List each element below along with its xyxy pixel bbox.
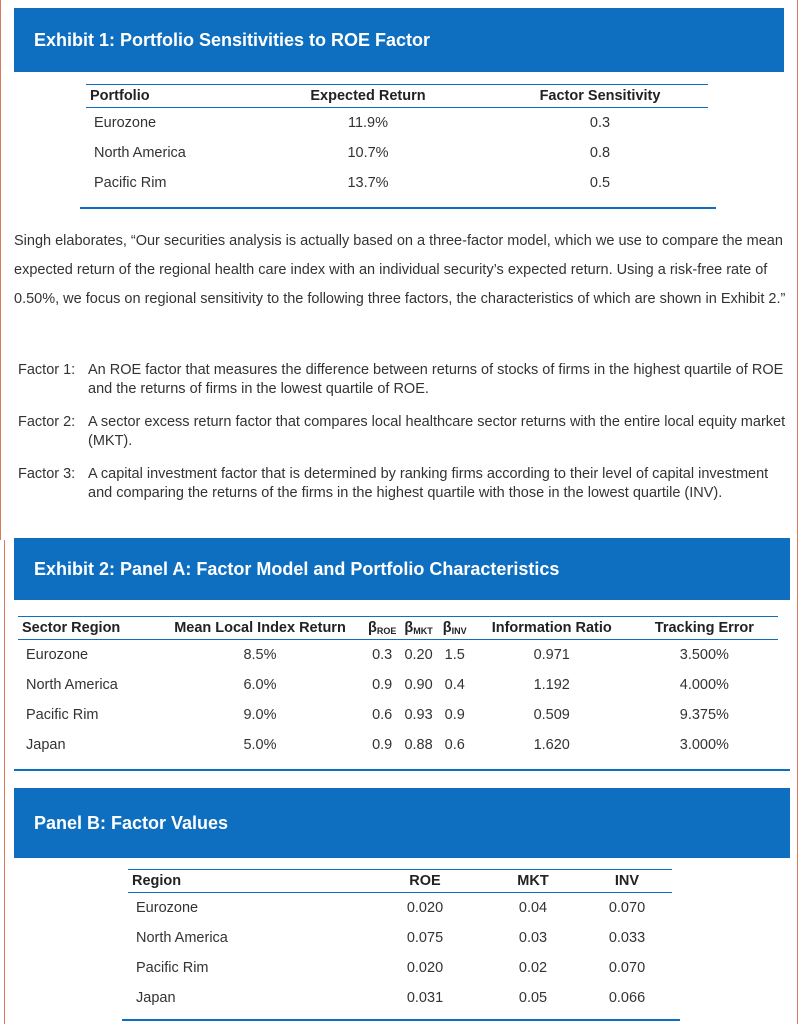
- table-cell: 0.070: [608, 960, 646, 976]
- exhibit2b-header: Region: [128, 870, 366, 893]
- factor-text: A capital investment factor that is determined by ranking firms according to their level of capital investment and comparing the returns of the firms in the highest quartile with those in the lowest quartile (INV).: [88, 466, 769, 501]
- table-cell: Japan: [136, 990, 176, 1006]
- table-cell: North America: [94, 145, 186, 161]
- table-cell: 0.05: [518, 990, 548, 1006]
- table-cell: Eurozone: [26, 647, 89, 663]
- table-cell: 3.000%: [679, 737, 729, 753]
- table-cell: Pacific Rim: [136, 960, 209, 976]
- table-row: [18, 730, 778, 760]
- table-row: [18, 670, 778, 700]
- table-cell: 0.5: [589, 175, 611, 191]
- table-cell: 0.020: [406, 960, 444, 976]
- body-paragraph: Singh elaborates, “Our securities analysis is actually based on a three-factor model, which we use to compare the mean expected return of the regional health care index with an individual security’s expected return. Using a risk-free rate of 0.50%, we focus on regional sensitivity to the following three factors, the characteristics of which are shown in Exhibit 2.”: [14, 233, 786, 307]
- table-cell: 0.02: [518, 960, 548, 976]
- table-cell: Pacific Rim: [94, 175, 167, 191]
- exhibit2b-header: MKT: [484, 870, 582, 893]
- table-cell: 10.7%: [347, 145, 389, 161]
- factor-3: [18, 465, 788, 503]
- exhibit2b-table: [128, 869, 672, 1013]
- table-cell: 0.88: [404, 737, 433, 753]
- table-cell: 0.4: [444, 677, 465, 693]
- table-cell: 5.0%: [243, 737, 277, 753]
- table-cell: 0.9: [372, 677, 393, 693]
- exhibit2a-header-beta-inv: $\beta_{INV}$: [437, 617, 473, 640]
- table-cell: Eurozone: [136, 900, 199, 916]
- table-cell: 0.3: [372, 647, 393, 663]
- table-cell: 0.509: [533, 707, 570, 723]
- table-cell: 0.93: [404, 707, 433, 723]
- table-cell: 3.500%: [679, 647, 729, 663]
- table-cell: 0.9: [372, 737, 393, 753]
- exhibit2a-header-te: Tracking Error: [631, 617, 778, 640]
- table-row: [18, 640, 778, 671]
- table-cell: 0.070: [608, 900, 646, 916]
- exhibit2a-header-ir: Information Ratio: [473, 617, 631, 640]
- table-cell: 0.6: [444, 737, 465, 753]
- table-row: [86, 108, 708, 139]
- table-row: [18, 700, 778, 730]
- table-cell: 0.3: [589, 115, 611, 131]
- table-row: [86, 168, 708, 198]
- exhibit2a-bottom-rule: [14, 769, 790, 771]
- table-cell: 0.066: [608, 990, 646, 1006]
- factor-label: Factor 1:: [18, 362, 76, 378]
- table-cell: 13.7%: [347, 175, 389, 191]
- table-cell: 0.033: [608, 930, 646, 946]
- table-cell: 9.375%: [679, 707, 729, 723]
- table-row: [128, 923, 672, 953]
- table-row: [128, 893, 672, 924]
- table-cell: 0.20: [404, 647, 433, 663]
- exhibit1-bottom-rule: [80, 207, 716, 209]
- table-cell: 1.5: [444, 647, 465, 663]
- factor-2: [18, 413, 788, 451]
- table-row: [128, 953, 672, 983]
- exhibit2a-title: Exhibit 2: Panel A: Factor Model and Portfolio Characteristics: [14, 538, 790, 600]
- table-cell: 0.6: [372, 707, 393, 723]
- exhibit2a-header-beta-roe: $\beta_{ROE}$: [364, 617, 400, 640]
- exhibit2a-header-mean: Mean Local Index Return: [156, 617, 364, 640]
- exhibit2b-header: ROE: [366, 870, 484, 893]
- factor-1: [18, 361, 788, 399]
- factor-text: An ROE factor that measures the difference between returns of stocks of firms in the highest quartile of ROE and the returns of firms in the lowest quartile of ROE.: [88, 362, 784, 397]
- table-cell: North America: [136, 930, 228, 946]
- table-cell: 0.020: [406, 900, 444, 916]
- table-cell: 9.0%: [243, 707, 277, 723]
- table-cell: Pacific Rim: [26, 707, 99, 723]
- table-cell: 0.971: [533, 647, 570, 663]
- exhibit2a-header-region: Sector Region: [18, 617, 156, 640]
- table-cell: 0.031: [406, 990, 444, 1006]
- exhibit1-table: [86, 84, 708, 198]
- table-cell: Eurozone: [94, 115, 157, 131]
- exhibit1-header: Expected Return: [244, 85, 492, 108]
- table-row: [86, 138, 708, 168]
- factor-label: Factor 3:: [18, 466, 76, 482]
- table-cell: 0.8: [589, 145, 611, 161]
- table-cell: 11.9%: [347, 115, 389, 131]
- factor-label: Factor 2:: [18, 414, 76, 430]
- exhibit1-title: Exhibit 1: Portfolio Sensitivities to ROE Factor: [14, 8, 784, 72]
- table-cell: 0.075: [406, 930, 444, 946]
- exhibit2a-table: [18, 616, 778, 760]
- table-cell: 6.0%: [243, 677, 277, 693]
- table-row: [128, 983, 672, 1013]
- exhibit1-header: Portfolio: [86, 85, 244, 108]
- table-cell: 8.5%: [243, 647, 277, 663]
- exhibit2b-title: Panel B: Factor Values: [14, 788, 790, 858]
- table-cell: 1.192: [533, 677, 570, 693]
- exhibit2b-bottom-rule: [122, 1019, 680, 1021]
- exhibit1-header: Factor Sensitivity: [492, 85, 708, 108]
- table-cell: 4.000%: [679, 677, 729, 693]
- table-cell: 0.90: [404, 677, 433, 693]
- exhibit2b-header: INV: [582, 870, 672, 893]
- table-cell: 0.04: [518, 900, 548, 916]
- exhibit2a-header-beta-mkt: $\beta_{MKT}$: [400, 617, 436, 640]
- table-cell: 0.03: [518, 930, 548, 946]
- table-cell: 0.9: [444, 707, 465, 723]
- factor-text: A sector excess return factor that compares local healthcare sector returns with the entire local equity market (MKT).: [88, 414, 786, 449]
- table-cell: 1.620: [533, 737, 570, 753]
- table-cell: Japan: [26, 737, 66, 753]
- table-cell: North America: [26, 677, 118, 693]
